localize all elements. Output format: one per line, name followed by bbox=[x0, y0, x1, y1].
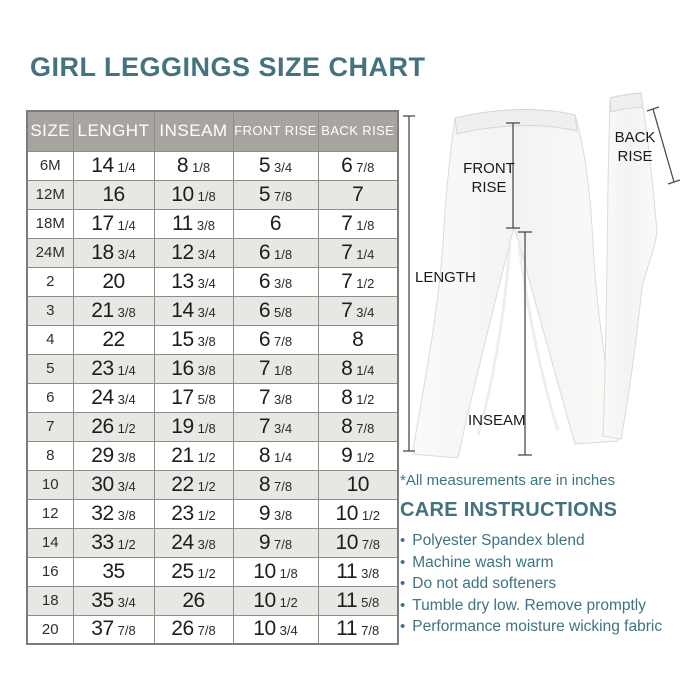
front-rise-cell bbox=[233, 180, 318, 209]
fraction: 1/2 bbox=[356, 275, 375, 291]
fraction: 3/4 bbox=[117, 594, 136, 610]
back-rise-cell bbox=[318, 615, 398, 644]
size-cell: 6M bbox=[27, 151, 73, 180]
table-row bbox=[27, 151, 398, 180]
back-rise-cell bbox=[318, 238, 398, 267]
back-rise-label: BACK RISE bbox=[614, 129, 656, 165]
whole-number: 7 bbox=[341, 298, 353, 322]
back-rise-cell bbox=[318, 354, 398, 383]
fraction: 3/4 bbox=[356, 304, 375, 320]
bullet-icon: • bbox=[400, 596, 406, 614]
whole-number: 37 bbox=[91, 617, 114, 641]
whole-number: 19 bbox=[171, 414, 194, 438]
fraction: 1/4 bbox=[356, 362, 375, 378]
back-rise-cell bbox=[318, 586, 398, 615]
whole-number: 23 bbox=[171, 501, 194, 525]
fraction: 1/2 bbox=[117, 536, 136, 552]
inseam-cell bbox=[154, 354, 233, 383]
care-item-text: Do not add softeners bbox=[412, 575, 557, 592]
whole-number: 33 bbox=[91, 530, 114, 554]
whole-number: 11 bbox=[336, 588, 358, 612]
front-rise-cell bbox=[233, 383, 318, 412]
whole-number: 21 bbox=[91, 298, 114, 322]
whole-number: 24 bbox=[171, 530, 194, 554]
whole-number: 8 bbox=[341, 356, 353, 380]
back-rise-cell bbox=[318, 412, 398, 441]
size-cell: 14 bbox=[27, 528, 73, 557]
length-cell bbox=[73, 267, 154, 296]
fraction: 3/8 bbox=[274, 391, 293, 407]
whole-number: 32 bbox=[91, 501, 114, 525]
whole-number: 10 bbox=[335, 501, 358, 525]
fraction: 3/8 bbox=[197, 333, 216, 349]
whole-number: 7 bbox=[258, 385, 271, 409]
length-cell bbox=[73, 296, 154, 325]
fraction: 3/4 bbox=[117, 391, 136, 407]
care-item-text: Performance moisture wicking fabric bbox=[412, 618, 663, 635]
whole-number: 11 bbox=[336, 559, 358, 583]
table-row bbox=[27, 557, 398, 586]
fraction: 7/8 bbox=[197, 623, 216, 639]
bullet-icon: • bbox=[400, 575, 406, 592]
whole-number: 26 bbox=[171, 617, 194, 641]
table-row bbox=[27, 441, 398, 470]
col-header-inseam: INSEAM bbox=[154, 111, 233, 151]
care-item bbox=[400, 616, 698, 638]
back-rise-cell bbox=[318, 151, 398, 180]
back-rise-cell bbox=[318, 499, 398, 528]
whole-number: 10 bbox=[171, 182, 194, 206]
fraction: 7/8 bbox=[117, 623, 136, 639]
col-header-length: LENGHT bbox=[73, 111, 154, 151]
fraction: 3/8 bbox=[117, 507, 136, 523]
size-cell: 18 bbox=[27, 586, 73, 615]
fraction: 3/8 bbox=[361, 565, 380, 581]
measurements-note: *All measurements are in inches bbox=[400, 472, 616, 489]
whole-number: 30 bbox=[91, 472, 114, 496]
fraction: 3/4 bbox=[279, 623, 298, 639]
bullet-icon: • bbox=[400, 532, 406, 549]
size-cell: 4 bbox=[27, 325, 73, 354]
whole-number: 6 bbox=[258, 298, 271, 322]
whole-number: 17 bbox=[91, 211, 114, 235]
whole-number: 9 bbox=[258, 530, 271, 554]
inseam-cell bbox=[154, 325, 233, 354]
fraction: 3/8 bbox=[197, 362, 216, 378]
length-cell bbox=[73, 354, 154, 383]
table-row bbox=[27, 470, 398, 499]
fraction: 1/4 bbox=[117, 362, 136, 378]
whole-number: 16 bbox=[102, 182, 125, 206]
whole-number: 13 bbox=[171, 269, 194, 293]
fraction: 1/8 bbox=[274, 362, 293, 378]
front-rise-cell bbox=[233, 238, 318, 267]
size-table-body bbox=[27, 151, 398, 644]
whole-number: 7 bbox=[341, 269, 353, 293]
fraction: 1/8 bbox=[356, 217, 375, 233]
back-rise-cell bbox=[318, 470, 398, 499]
size-cell: 7 bbox=[27, 412, 73, 441]
length-cell bbox=[73, 180, 154, 209]
whole-number: 14 bbox=[91, 153, 114, 177]
size-cell: 12M bbox=[27, 180, 73, 209]
front-rise-label: FRONT RISE bbox=[463, 160, 515, 196]
whole-number: 8 bbox=[341, 385, 353, 409]
fraction: 5/8 bbox=[274, 304, 293, 320]
fraction: 7/8 bbox=[274, 333, 293, 349]
fraction: 1/2 bbox=[356, 391, 375, 407]
right-panel bbox=[398, 85, 698, 638]
whole-number: 21 bbox=[171, 443, 194, 467]
bullet-icon: • bbox=[400, 618, 406, 635]
fraction: 1/8 bbox=[197, 188, 216, 204]
table-row bbox=[27, 615, 398, 644]
size-cell: 5 bbox=[27, 354, 73, 383]
length-label: LENGTH bbox=[415, 269, 476, 286]
fraction: 1/4 bbox=[274, 449, 293, 465]
table-row bbox=[27, 383, 398, 412]
back-rise-cell bbox=[318, 441, 398, 470]
front-rise-cell bbox=[233, 557, 318, 586]
whole-number: 9 bbox=[258, 501, 271, 525]
front-rise-cell bbox=[233, 209, 318, 238]
table-row bbox=[27, 296, 398, 325]
care-item-text: Machine wash warm bbox=[412, 553, 554, 571]
fraction: 1/4 bbox=[356, 246, 375, 262]
col-header-front-rise: FRONT RISE bbox=[233, 111, 318, 151]
fraction: 1/8 bbox=[197, 420, 216, 436]
length-cell bbox=[73, 209, 154, 238]
back-rise-cell bbox=[318, 325, 398, 354]
whole-number: 11 bbox=[336, 617, 358, 641]
whole-number: 25 bbox=[171, 559, 194, 583]
fraction: 5/8 bbox=[197, 391, 216, 407]
whole-number: 10 bbox=[346, 472, 369, 496]
front-rise-cell bbox=[233, 615, 318, 644]
back-rise-cell bbox=[318, 180, 398, 209]
fraction: 1/2 bbox=[356, 449, 375, 465]
front-rise-cell bbox=[233, 151, 318, 180]
care-instructions-list bbox=[400, 530, 698, 638]
table-row bbox=[27, 325, 398, 354]
inseam-cell bbox=[154, 296, 233, 325]
front-rise-cell bbox=[233, 586, 318, 615]
size-cell: 8 bbox=[27, 441, 73, 470]
length-cell bbox=[73, 325, 154, 354]
back-rise-cell bbox=[318, 267, 398, 296]
fraction: 3/4 bbox=[117, 246, 136, 262]
whole-number: 9 bbox=[341, 443, 353, 467]
whole-number: 8 bbox=[341, 414, 353, 438]
fraction: 3/4 bbox=[274, 420, 293, 436]
col-header-back-rise: BACK RISE bbox=[318, 111, 398, 151]
inseam-label: INSEAM bbox=[468, 412, 526, 429]
inseam-cell bbox=[154, 441, 233, 470]
fraction: 3/4 bbox=[117, 478, 136, 494]
whole-number: 24 bbox=[91, 385, 114, 409]
fraction: 7/8 bbox=[274, 188, 293, 204]
inseam-cell bbox=[154, 180, 233, 209]
length-cell bbox=[73, 383, 154, 412]
size-cell: 18M bbox=[27, 209, 73, 238]
length-cell bbox=[73, 528, 154, 557]
table-row bbox=[27, 412, 398, 441]
inseam-cell bbox=[154, 383, 233, 412]
table-row bbox=[27, 586, 398, 615]
inseam-cell bbox=[154, 586, 233, 615]
fraction: 1/2 bbox=[197, 478, 216, 494]
length-cell bbox=[73, 557, 154, 586]
inseam-cell bbox=[154, 499, 233, 528]
whole-number: 10 bbox=[253, 559, 276, 583]
length-cell bbox=[73, 615, 154, 644]
length-cell bbox=[73, 238, 154, 267]
back-rise-cell bbox=[318, 383, 398, 412]
whole-number: 7 bbox=[258, 414, 271, 438]
fraction: 1/8 bbox=[279, 565, 298, 581]
table-row bbox=[27, 267, 398, 296]
whole-number: 6 bbox=[341, 153, 353, 177]
inseam-cell bbox=[154, 412, 233, 441]
front-rise-cell bbox=[233, 470, 318, 499]
length-cell bbox=[73, 499, 154, 528]
length-line bbox=[403, 116, 415, 451]
fraction: 7/8 bbox=[274, 536, 293, 552]
size-cell: 16 bbox=[27, 557, 73, 586]
fraction: 1/2 bbox=[197, 449, 216, 465]
table-row bbox=[27, 238, 398, 267]
length-cell bbox=[73, 470, 154, 499]
size-cell: 3 bbox=[27, 296, 73, 325]
fraction: 1/2 bbox=[197, 507, 216, 523]
whole-number: 22 bbox=[102, 327, 125, 351]
whole-number: 10 bbox=[253, 617, 276, 641]
length-cell bbox=[73, 586, 154, 615]
back-rise-cell bbox=[318, 528, 398, 557]
whole-number: 10 bbox=[335, 530, 358, 554]
inseam-cell bbox=[154, 528, 233, 557]
inseam-cell bbox=[154, 209, 233, 238]
inseam-cell bbox=[154, 151, 233, 180]
back-rise-cell bbox=[318, 296, 398, 325]
whole-number: 7 bbox=[341, 211, 353, 235]
table-row bbox=[27, 499, 398, 528]
whole-number: 17 bbox=[171, 385, 194, 409]
whole-number: 35 bbox=[102, 559, 125, 583]
size-cell: 6 bbox=[27, 383, 73, 412]
whole-number: 5 bbox=[258, 182, 271, 206]
length-cell bbox=[73, 412, 154, 441]
whole-number: 20 bbox=[102, 269, 125, 293]
front-rise-cell bbox=[233, 354, 318, 383]
fraction: 1/2 bbox=[361, 507, 380, 523]
whole-number: 6 bbox=[258, 269, 271, 293]
whole-number: 6 bbox=[269, 211, 282, 235]
table-header-row bbox=[27, 111, 398, 151]
fraction: 1/2 bbox=[279, 594, 298, 610]
front-rise-cell bbox=[233, 499, 318, 528]
whole-number: 8 bbox=[258, 443, 271, 467]
table-row bbox=[27, 180, 398, 209]
fraction: 3/8 bbox=[274, 507, 293, 523]
size-cell: 20 bbox=[27, 615, 73, 644]
fraction: 1/4 bbox=[117, 159, 136, 175]
length-cell bbox=[73, 151, 154, 180]
fraction: 3/8 bbox=[196, 217, 215, 233]
back-rise-cell bbox=[318, 209, 398, 238]
leggings-diagram bbox=[398, 85, 698, 462]
size-cell: 2 bbox=[27, 267, 73, 296]
size-cell: 10 bbox=[27, 470, 73, 499]
fraction: 3/8 bbox=[274, 275, 293, 291]
front-rise-cell bbox=[233, 412, 318, 441]
fraction: 3/4 bbox=[274, 159, 293, 175]
fraction: 7/8 bbox=[356, 159, 375, 175]
whole-number: 7 bbox=[258, 356, 271, 380]
table-row bbox=[27, 528, 398, 557]
whole-number: 22 bbox=[171, 472, 194, 496]
whole-number: 26 bbox=[182, 588, 205, 612]
whole-number: 16 bbox=[171, 356, 194, 380]
fraction: 3/4 bbox=[197, 246, 216, 262]
fraction: 1/4 bbox=[117, 217, 136, 233]
whole-number: 12 bbox=[171, 240, 194, 264]
size-table bbox=[26, 110, 399, 645]
whole-number: 23 bbox=[91, 356, 114, 380]
front-rise-cell bbox=[233, 267, 318, 296]
length-cell bbox=[73, 441, 154, 470]
fraction: 3/8 bbox=[117, 304, 136, 320]
whole-number: 5 bbox=[258, 153, 271, 177]
fraction: 5/8 bbox=[361, 594, 380, 610]
whole-number: 14 bbox=[171, 298, 194, 322]
whole-number: 6 bbox=[258, 240, 271, 264]
care-item bbox=[400, 595, 698, 617]
inseam-cell bbox=[154, 267, 233, 296]
fraction: 3/8 bbox=[197, 536, 216, 552]
fraction: 7/8 bbox=[361, 536, 380, 552]
back-rise-cell bbox=[318, 557, 398, 586]
whole-number: 18 bbox=[91, 240, 114, 264]
whole-number: 8 bbox=[176, 153, 189, 177]
fraction: 3/4 bbox=[197, 304, 216, 320]
inseam-cell bbox=[154, 470, 233, 499]
front-rise-cell bbox=[233, 528, 318, 557]
bullet-icon: • bbox=[400, 553, 406, 571]
size-cell: 12 bbox=[27, 499, 73, 528]
fraction: 7/8 bbox=[356, 420, 375, 436]
whole-number: 35 bbox=[91, 588, 114, 612]
table-row bbox=[27, 354, 398, 383]
col-header-size: SIZE bbox=[27, 111, 73, 151]
fraction: 1/2 bbox=[197, 565, 216, 581]
size-cell: 24M bbox=[27, 238, 73, 267]
whole-number: 11 bbox=[172, 211, 193, 235]
fraction: 1/2 bbox=[117, 420, 136, 436]
care-item bbox=[400, 552, 698, 574]
whole-number: 7 bbox=[341, 240, 353, 264]
fraction: 1/8 bbox=[274, 246, 293, 262]
care-item-text: Tumble dry low. Remove promptly bbox=[412, 596, 646, 614]
fraction: 3/4 bbox=[197, 275, 216, 291]
care-item bbox=[400, 573, 698, 595]
page-title: GIRL LEGGINGS SIZE CHART bbox=[30, 52, 426, 82]
fraction: 7/8 bbox=[274, 478, 293, 494]
fraction: 7/8 bbox=[361, 623, 380, 639]
front-rise-cell bbox=[233, 441, 318, 470]
whole-number: 7 bbox=[352, 182, 364, 206]
whole-number: 15 bbox=[171, 327, 194, 351]
inseam-cell bbox=[154, 557, 233, 586]
front-rise-cell bbox=[233, 296, 318, 325]
whole-number: 6 bbox=[258, 327, 271, 351]
inseam-cell bbox=[154, 615, 233, 644]
whole-number: 26 bbox=[91, 414, 114, 438]
inseam-cell bbox=[154, 238, 233, 267]
whole-number: 29 bbox=[91, 443, 114, 467]
care-item-text: Polyester Spandex blend bbox=[412, 532, 585, 549]
whole-number: 10 bbox=[253, 588, 276, 612]
care-item bbox=[400, 530, 698, 552]
whole-number: 8 bbox=[352, 327, 364, 351]
table-row bbox=[27, 209, 398, 238]
whole-number: 8 bbox=[258, 472, 271, 496]
fraction: 3/8 bbox=[117, 449, 136, 465]
fraction: 1/8 bbox=[192, 159, 211, 175]
care-instructions-heading: CARE INSTRUCTIONS bbox=[400, 499, 618, 521]
front-rise-cell bbox=[233, 325, 318, 354]
